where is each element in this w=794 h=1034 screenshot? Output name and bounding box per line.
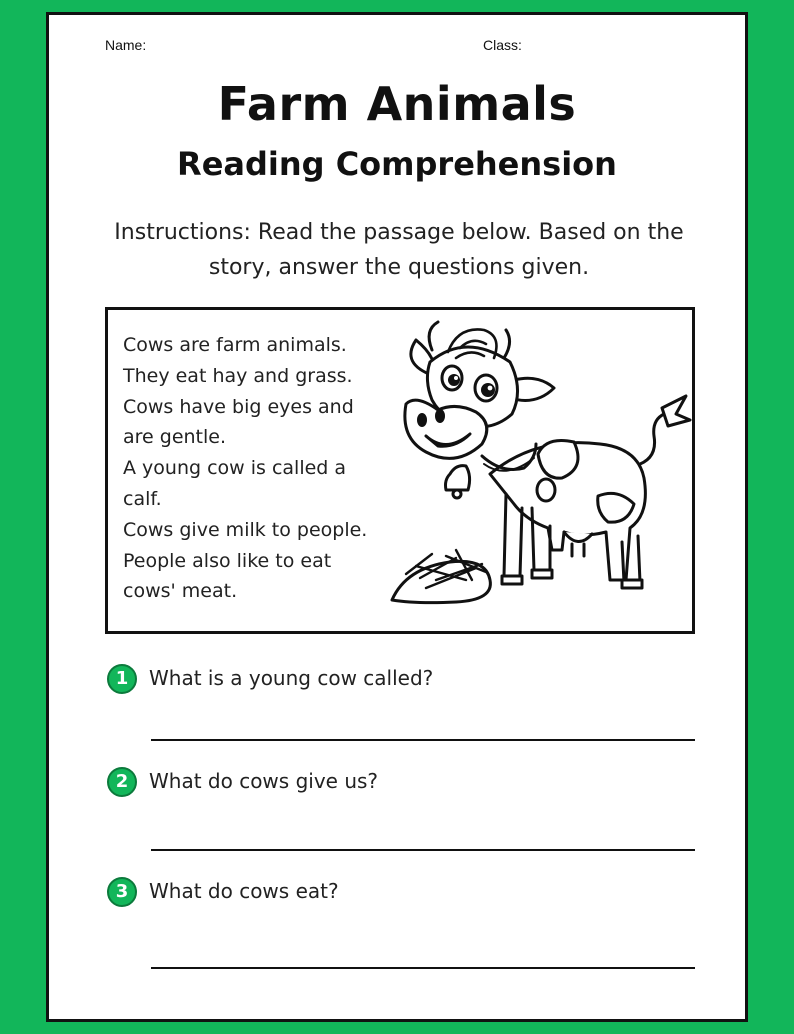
answer-line-3[interactable] [151, 967, 695, 969]
question-text: What do cows give us? [149, 769, 379, 793]
question-number-badge: 1 [107, 664, 137, 694]
question-number-badge: 3 [107, 877, 137, 907]
instructions [109, 215, 689, 285]
name-label: Name: [105, 37, 147, 53]
cow-illustration [386, 318, 692, 618]
passage-text [123, 330, 413, 607]
question-text: What is a young cow called? [149, 666, 434, 690]
class-label: Class: [483, 37, 522, 53]
worksheet-page [46, 12, 748, 1022]
passage-line: A young cow is called a [123, 457, 347, 480]
worksheet-title: Farm Animals [217, 77, 577, 131]
passage-line: Cows are farm animals. [123, 334, 347, 356]
passage-line: People also like to eat [123, 549, 332, 572]
passage-box [105, 307, 695, 634]
answer-line-1[interactable] [151, 739, 695, 741]
question-text: What do cows eat? [149, 879, 339, 903]
instructions-line-2: story, answer the questions given. [208, 255, 590, 280]
passage-line: cows' meat. [123, 580, 238, 603]
answer-line-2[interactable] [151, 849, 695, 851]
passage-line: They eat hay and grass. [123, 364, 353, 387]
passage-line: Cows have big eyes and [123, 395, 354, 418]
passage-line: Cows give milk to people. [123, 518, 368, 541]
passage-line: are gentle. [123, 426, 227, 449]
passage-line: calf. [123, 487, 162, 510]
instructions-line-1: Instructions: Read the passage below. Based on the [114, 220, 684, 245]
question-number-badge: 2 [107, 767, 137, 797]
worksheet-subtitle: Reading Comprehension [177, 145, 617, 183]
